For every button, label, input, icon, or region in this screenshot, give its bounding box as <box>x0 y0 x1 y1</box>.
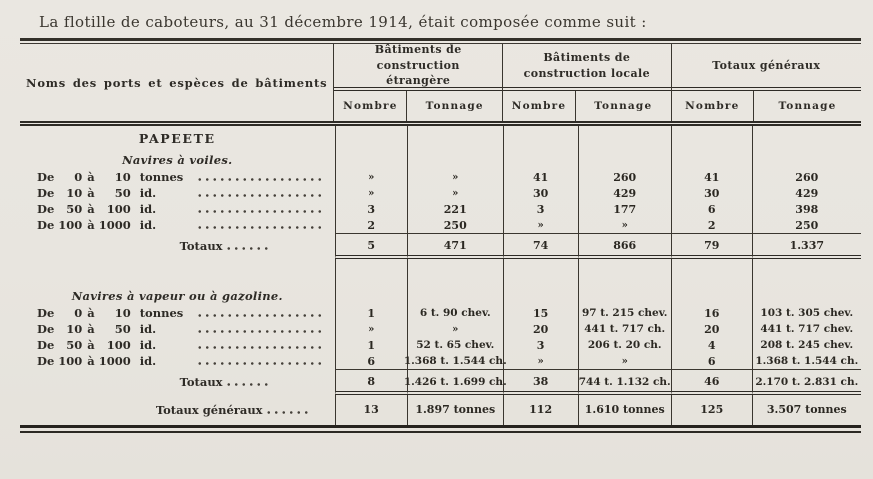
cell-local-nombre <box>503 126 578 150</box>
row-label-from: 0 <box>74 170 83 184</box>
dot-leader <box>196 344 325 351</box>
row-label-to: 10 <box>114 306 131 320</box>
section-port-heading <box>20 126 861 150</box>
table-row <box>20 185 861 201</box>
row-label-unit: id. <box>139 186 157 200</box>
port-name: PAPEETE <box>138 130 216 146</box>
cell-foreign-tonnage: 1.368 t. 1.544 ch. <box>403 355 507 367</box>
table-row <box>20 169 861 185</box>
row-label <box>20 353 335 369</box>
cell-total-tonnage: 398 <box>752 201 861 217</box>
cell-local-nombre <box>503 286 578 305</box>
column-header-ports: Noms des ports et espèces de bâtiments <box>26 75 328 90</box>
row-label-de: De <box>37 186 55 200</box>
group-title-totals: Totaux généraux <box>672 44 861 91</box>
cell-total-tonnage: 1.337 <box>752 233 861 259</box>
row-label-from: 50 <box>66 202 83 216</box>
cell-total-tonnage: 429 <box>752 185 861 201</box>
cell-local-tonnage: » <box>578 353 671 369</box>
row-label-to: 100 <box>106 202 131 216</box>
cell-foreign-tonnage: 52 t. 65 chev. <box>407 337 503 353</box>
cell-foreign-nombre <box>335 259 407 286</box>
row-label-de: De <box>37 170 55 184</box>
cell-local-tonnage <box>578 126 671 150</box>
cell-total-tonnage: 441 t. 717 chev. <box>752 321 861 337</box>
dot-leader <box>196 328 325 335</box>
cell-local-nombre: » <box>503 217 578 233</box>
cell-total-tonnage <box>752 150 861 169</box>
cell-local-nombre: 38 <box>503 369 578 395</box>
cell-foreign-tonnage: 471 <box>407 233 503 259</box>
table-row <box>20 201 861 217</box>
table-row <box>20 353 861 369</box>
row-label-unit: id. <box>139 322 157 336</box>
cell-total-nombre: 30 <box>671 185 752 201</box>
row-label-to: 1000 <box>98 354 131 368</box>
row-label-de: De <box>37 322 55 336</box>
dot-leader <box>225 381 271 388</box>
cell-local-tonnage <box>578 259 671 286</box>
row-label-to: 50 <box>114 186 131 200</box>
cell-total-nombre <box>671 286 752 305</box>
subheader-row-foreign <box>334 91 502 121</box>
row-label-unit: id. <box>139 354 157 368</box>
cell-local-nombre: 41 <box>503 169 578 185</box>
subheader-row-totals <box>672 91 861 121</box>
dot-leader <box>196 312 325 319</box>
cell-local-nombre <box>503 259 578 286</box>
cell-local-nombre: 74 <box>503 233 578 259</box>
cell-foreign-nombre: 8 <box>335 369 407 395</box>
row-label <box>20 201 335 217</box>
column-group-foreign <box>333 44 502 121</box>
row-label-from: 50 <box>66 338 83 352</box>
cell-local-nombre <box>503 150 578 169</box>
cell-local-tonnage: 260 <box>578 169 671 185</box>
cell-foreign-tonnage: » <box>407 321 503 337</box>
cell-local-tonnage: 97 t. 215 chev. <box>578 305 671 321</box>
cell-total-tonnage: 208 t. 245 chev. <box>752 337 861 353</box>
cell-local-tonnage <box>578 286 671 305</box>
cell-foreign-tonnage: 6 t. 90 chev. <box>407 305 503 321</box>
totals-label <box>20 369 335 395</box>
table-row <box>20 217 861 233</box>
cell-total-nombre: 6 <box>671 201 752 217</box>
row-label-de: De <box>37 354 55 368</box>
cell-local-tonnage: 206 t. 20 ch. <box>578 337 671 353</box>
row-label-unit: id. <box>139 338 157 352</box>
dot-leader <box>225 245 271 252</box>
cell-total-tonnage <box>752 259 861 286</box>
grand-totals-label <box>20 395 335 425</box>
row-label-a: à <box>87 338 95 352</box>
cell-total-nombre <box>671 150 752 169</box>
cell-total-tonnage <box>752 126 861 150</box>
cell-foreign-tonnage: 1.426 t. 1.699 ch. <box>407 369 503 395</box>
section-spacer <box>20 259 861 286</box>
row-label-a: à <box>87 186 95 200</box>
cell-total-tonnage: 103 t. 305 chev. <box>752 305 861 321</box>
cell-foreign-tonnage: 1.897 tonnes <box>407 395 503 425</box>
dot-leader <box>196 360 325 367</box>
cell-total-nombre: 16 <box>671 305 752 321</box>
cell-total-tonnage: 260 <box>752 169 861 185</box>
cell-foreign-tonnage <box>407 259 503 286</box>
row-label-a: à <box>87 170 95 184</box>
cell-foreign-nombre: 6 <box>335 353 407 369</box>
column-group-totals <box>671 44 861 121</box>
cell-total-tonnage: 2.170 t. 2.831 ch. <box>752 369 861 395</box>
section-totals-row <box>20 233 861 259</box>
column-group-local <box>502 44 671 121</box>
row-label-a: à <box>87 218 95 232</box>
subheader-local-tonnage: Tonnage <box>575 91 671 121</box>
subheader-row-local <box>503 91 671 121</box>
row-label-unit: id. <box>139 218 157 232</box>
row-label <box>20 169 335 185</box>
cell-local-nombre: 20 <box>503 321 578 337</box>
cell-local-nombre: 3 <box>503 337 578 353</box>
cell-foreign-nombre: 2 <box>335 217 407 233</box>
cell-total-nombre: 41 <box>671 169 752 185</box>
row-label <box>20 185 335 201</box>
cell-foreign-nombre: » <box>335 185 407 201</box>
cell-total-nombre: 125 <box>671 395 752 425</box>
cell-foreign-tonnage: » <box>407 185 503 201</box>
row-label <box>20 337 335 353</box>
cell-total-nombre: 4 <box>671 337 752 353</box>
row-label-de: De <box>37 306 55 320</box>
category-name: Navires à vapeur ou à gazoline. <box>71 288 283 303</box>
row-label-from: 100 <box>58 218 83 232</box>
dot-leader <box>196 176 325 183</box>
cell-foreign-tonnage <box>407 286 503 305</box>
cell-total-nombre: 46 <box>671 369 752 395</box>
cell-foreign-nombre: 3 <box>335 201 407 217</box>
cell-local-tonnage: » <box>578 217 671 233</box>
totals-label-text: Totaux <box>179 239 223 253</box>
row-label-from: 10 <box>66 322 83 336</box>
cell-local-nombre: 30 <box>503 185 578 201</box>
group-title-foreign: Bâtiments de construction étrangère <box>334 44 502 91</box>
cell-total-tonnage: 3.507 tonnes <box>752 395 861 425</box>
cell-local-nombre: 3 <box>503 201 578 217</box>
subheader-foreign-tonnage: Tonnage <box>406 91 502 121</box>
row-label-a: à <box>87 354 95 368</box>
row-label-to: 1000 <box>98 218 131 232</box>
cell-foreign-nombre: 1 <box>335 305 407 321</box>
table-row <box>20 305 861 321</box>
cell-total-nombre <box>671 126 752 150</box>
dot-leader <box>265 409 311 416</box>
cell-total-tonnage <box>752 286 861 305</box>
section-totals-row <box>20 369 861 395</box>
cell-foreign-nombre: 1 <box>335 337 407 353</box>
cell-total-nombre: 6 <box>671 353 752 369</box>
totals-label-text: Totaux <box>179 375 223 389</box>
cell-total-tonnage: 1.368 t. 1.544 ch. <box>752 353 861 369</box>
table-header <box>20 44 861 126</box>
row-label-de: De <box>37 218 55 232</box>
row-label-from: 0 <box>74 306 83 320</box>
cell-local-nombre: 112 <box>503 395 578 425</box>
dot-leader <box>196 208 325 215</box>
row-label-to: 50 <box>114 322 131 336</box>
row-label-from: 10 <box>66 186 83 200</box>
cell-foreign-nombre: » <box>335 169 407 185</box>
cell-local-tonnage <box>578 150 671 169</box>
cell-total-nombre: 2 <box>671 217 752 233</box>
row-label-a: à <box>87 306 95 320</box>
cell-local-nombre: » <box>503 353 578 369</box>
grand-totals-row <box>20 395 861 425</box>
cell-total-tonnage: 250 <box>752 217 861 233</box>
totals-label <box>20 233 335 259</box>
row-label-unit: tonnes <box>139 306 184 320</box>
table-row <box>20 337 861 353</box>
dot-leader <box>196 224 325 231</box>
row-label-unit: tonnes <box>139 170 184 184</box>
row-label <box>20 217 335 233</box>
cell-local-nombre: 15 <box>503 305 578 321</box>
subheader-totals-tonnage: Tonnage <box>753 91 861 121</box>
cell-foreign-nombre: » <box>335 321 407 337</box>
row-label-from: 100 <box>58 354 83 368</box>
cell-total-nombre: 79 <box>671 233 752 259</box>
row-label <box>20 321 335 337</box>
row-label-de: De <box>37 338 55 352</box>
category-name: Navires à voiles. <box>122 152 233 167</box>
row-label-de: De <box>37 202 55 216</box>
page-title: La flotille de caboteurs, au 31 décembre 1914, était composée comme suit : <box>39 13 647 31</box>
row-label <box>20 305 335 321</box>
cell-total-nombre: 20 <box>671 321 752 337</box>
cell-foreign-tonnage <box>407 126 503 150</box>
row-label-a: à <box>87 322 95 336</box>
grand-totals-label-text: Totaux généraux <box>155 403 263 417</box>
cell-foreign-nombre <box>335 150 407 169</box>
dot-leader <box>196 192 325 199</box>
row-label-to: 100 <box>106 338 131 352</box>
cell-foreign-nombre <box>335 126 407 150</box>
cell-local-tonnage: 441 t. 717 ch. <box>578 321 671 337</box>
cell-foreign-nombre: 5 <box>335 233 407 259</box>
table-row <box>20 321 861 337</box>
cell-total-nombre <box>671 259 752 286</box>
spacer-cell <box>20 259 335 286</box>
section-category-heading <box>20 286 861 305</box>
cell-local-tonnage: 866 <box>578 233 671 259</box>
subheader-totals-nombre: Nombre <box>685 100 740 112</box>
subheader-local-nombre: Nombre <box>511 100 567 112</box>
cell-local-tonnage: 1.610 tonnes <box>578 395 671 425</box>
flotilla-table <box>20 38 861 433</box>
table-body <box>20 126 861 425</box>
cell-foreign-tonnage: » <box>407 169 503 185</box>
row-label-unit: id. <box>139 202 157 216</box>
subheader-foreign-nombre: Nombre <box>343 100 398 112</box>
row-label-a: à <box>87 202 95 216</box>
cell-foreign-tonnage <box>407 150 503 169</box>
cell-local-tonnage: 744 t. 1.132 ch. <box>578 369 671 395</box>
cell-foreign-nombre: 13 <box>335 395 407 425</box>
cell-local-tonnage: 429 <box>578 185 671 201</box>
group-title-local: Bâtiments de construction locale <box>503 44 671 91</box>
table-bottom-rule <box>20 425 861 433</box>
section-category-heading <box>20 150 861 169</box>
cell-foreign-tonnage: 221 <box>407 201 503 217</box>
cell-foreign-tonnage: 250 <box>407 217 503 233</box>
cell-local-tonnage: 177 <box>578 201 671 217</box>
row-label-to: 10 <box>114 170 131 184</box>
scanned-document-page <box>0 13 873 479</box>
cell-foreign-nombre <box>335 286 407 305</box>
